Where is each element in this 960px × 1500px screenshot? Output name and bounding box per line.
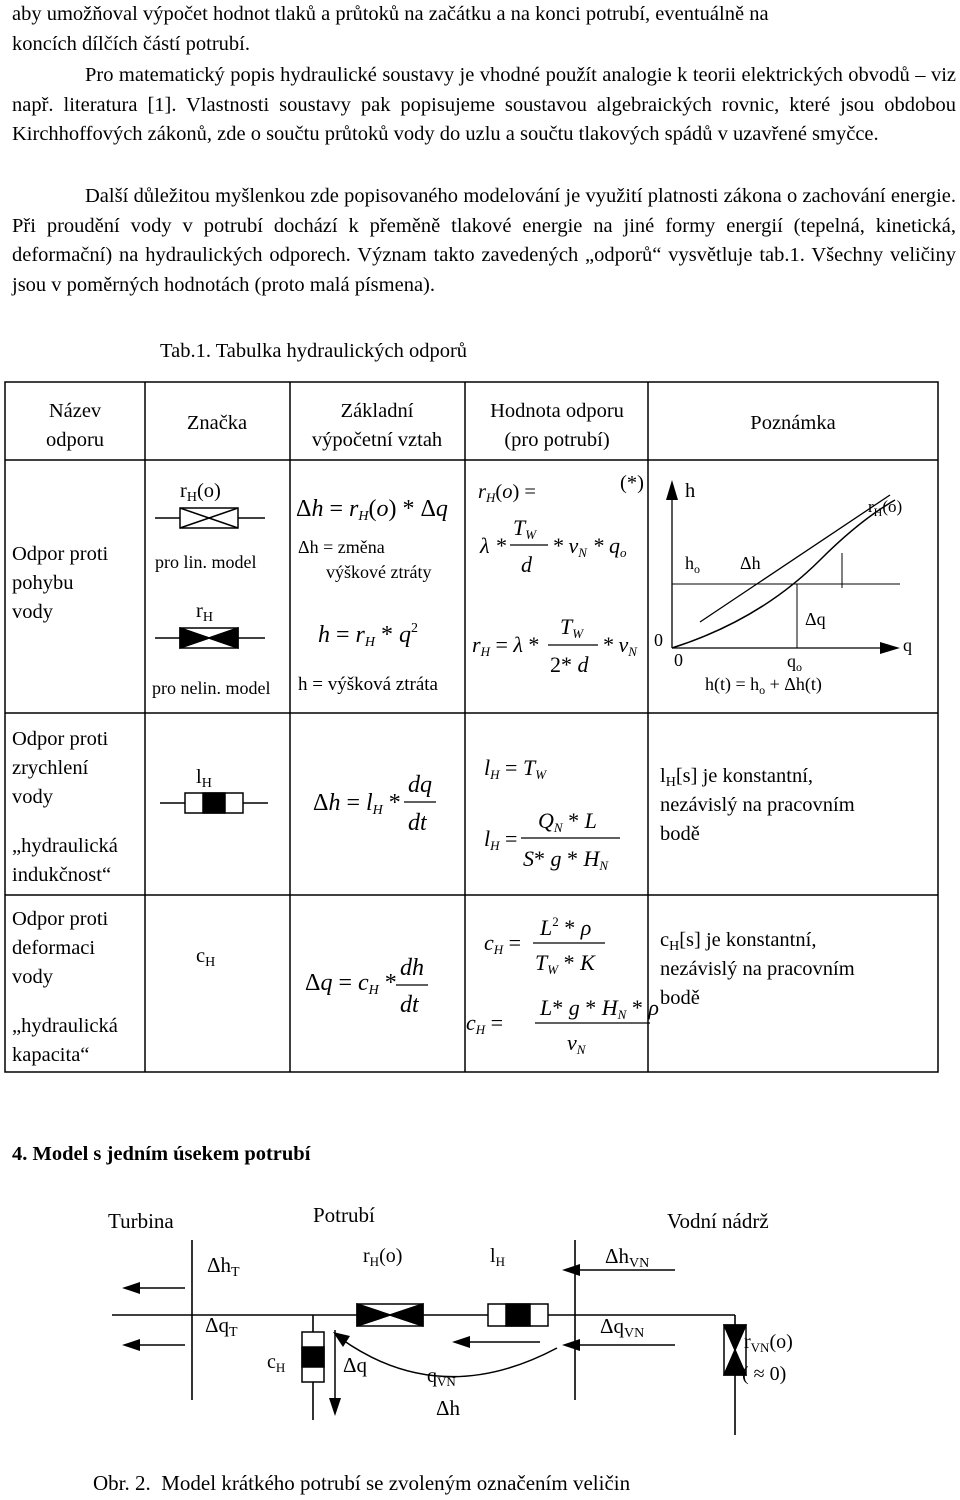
intro-paragraph-2: Pro matematický popis hydraulické soustavy je vhodné použít analogie k teorii elektrických obvodů – viz např. literatura [1]. Vlastnosti soustavy pak popisujeme soustavou algebraických rovnic, které jsou obdobou Kirchhoffových zákonů, zde o součtu průtoků vody do uzlu a součtu tlakových spádů v uzavřené smyčce.	[12, 64, 956, 145]
svg-text:lH =: lH =	[484, 826, 518, 853]
header-formula-line1: Základní	[340, 400, 414, 422]
figure-cH: $c_H$	[267, 1351, 286, 1375]
row2-name-line4: „hydraulická	[12, 835, 118, 857]
header-formula-line2: výpočetní vztah	[311, 429, 443, 451]
header-name-line2: odporu	[45, 429, 105, 451]
svg-text:cH =: cH =	[484, 930, 522, 957]
table-caption: Tab.1. Tabulka hydraulických odporů	[160, 340, 468, 362]
row1-eq1-note1: Δh = změna	[298, 537, 385, 557]
row1-symbol-bottom-label: pro nelin. model	[152, 678, 271, 698]
inductance-icon	[160, 793, 268, 813]
dqVN-arrow-icon	[562, 1339, 675, 1351]
header-value-line2: (pro potrubí)	[504, 429, 610, 451]
row2-name-line1: Odpor proti	[12, 728, 109, 750]
row3-name-line4: „hydraulická	[12, 1015, 118, 1037]
figure-nadrz: Vodní nádrž	[667, 1209, 769, 1233]
row3-note-line3: bodě	[660, 987, 700, 1009]
row1-val1-mark: (*)	[620, 472, 644, 494]
figure-lH: $l_H$	[490, 1245, 505, 1269]
svg-text:λ *: λ *	[480, 533, 507, 558]
row2-name-line5: indukčnost“	[12, 864, 112, 886]
row3-eq	[305, 955, 428, 1018]
figure-turbina: Turbina	[108, 1209, 174, 1233]
row2-name-line2: zrychlení	[12, 757, 89, 779]
svg-text:Δh = lH *: Δh = lH *	[313, 790, 401, 818]
resistor-cross-icon	[155, 508, 265, 528]
svg-text:L* g * HN * ρ: L* g * HN * ρ	[540, 995, 659, 1022]
row1-val1	[479, 515, 627, 577]
figure-rHo: $r_H(o)$	[363, 1245, 403, 1269]
pipe-model-figure	[0, 1190, 960, 1500]
row1-name-line1: Odpor proti	[12, 543, 109, 565]
row1-eq2: h = rH * $q^2$	[318, 621, 419, 650]
row3-symbol: cH	[196, 945, 216, 970]
header-symbol: Značka	[186, 412, 248, 434]
intro-p1-line2: koncích dílčích částí potrubí.	[12, 32, 250, 55]
row1-val2	[472, 614, 638, 677]
dhT-arrow-icon	[122, 1282, 185, 1294]
row1-symbol-bottom: rH	[196, 600, 213, 625]
row2-note-line1: lH[s] je konstantní,	[660, 765, 814, 790]
intro-p1-line1: aby umožňoval výpočet hodnot tlaků a průtoků na začátku a na konci potrubí, eventuálně na	[12, 3, 769, 25]
row2-eq	[313, 772, 436, 836]
svg-text:cH =: cH =	[466, 1010, 504, 1037]
row1-symbol-top: rH(o)	[180, 480, 221, 505]
row1-eq1: Δh = rH(o) * Δq	[296, 496, 448, 524]
svg-text:TW * K: TW * K	[535, 950, 595, 977]
row3-val	[466, 914, 659, 1057]
figure-dh: Δh	[436, 1396, 461, 1420]
svg-text:TW: TW	[560, 614, 584, 641]
row3-name-line1: Odpor proti	[12, 908, 109, 930]
header-value-line1: Hodnota odporu	[490, 400, 624, 422]
row1-name-line3: vody	[12, 601, 53, 623]
graph-caption: $h(t) = h_o + \Delta h(t)$	[705, 674, 822, 697]
row1-eq1-note2: výškové ztráty	[326, 562, 432, 582]
header-note: Poznámka	[750, 412, 836, 434]
figure-caption: Obr. 2. Model krátkého potrubí se zvoleným označením veličin	[93, 1471, 631, 1495]
dqT-arrow-icon	[122, 1339, 185, 1351]
svg-text:rH = λ *: rH = λ *	[472, 632, 540, 659]
svg-text:d: d	[521, 552, 532, 577]
inductor-icon	[488, 1304, 548, 1326]
row2-note-line2: nezávislý na pracovním	[660, 794, 855, 816]
row1-characteristic-graph	[654, 480, 912, 697]
graph-ho: $h_o$	[685, 553, 700, 576]
svg-text:QN * L: QN * L	[538, 808, 597, 835]
row1-eq2-note: h = výšková ztráta	[298, 674, 438, 695]
row2-symbol: lH	[196, 766, 212, 791]
graph-q: q	[903, 635, 912, 655]
row2-name-line3: vody	[12, 786, 53, 808]
graph-zero-x: 0	[674, 650, 683, 670]
svg-text:2* d: 2* d	[550, 652, 589, 677]
figure-rVN: $r_{VN}(o)$	[744, 1331, 793, 1355]
graph-dq: Δq	[805, 609, 826, 629]
svg-text:dh: dh	[400, 955, 424, 981]
section-heading: 4. Model s jedním úsekem potrubí	[12, 1143, 311, 1165]
figure-dq: Δq	[343, 1353, 368, 1377]
svg-text:Δq = cH *: Δq = cH *	[305, 970, 397, 998]
svg-text:dt: dt	[400, 992, 419, 1018]
graph-curve-label: $r_H(o)$	[868, 497, 903, 519]
row2-val	[484, 755, 620, 873]
graph-qo: $q_o$	[787, 651, 802, 674]
figure-qVN: $q_{VN}$	[427, 1365, 456, 1389]
svg-text:S* g * HN: S* g * HN	[523, 846, 609, 873]
svg-text:dq: dq	[408, 772, 432, 798]
figure-dqVN: ΔqVN	[600, 1314, 645, 1341]
svg-text:L2 * ρ: $L^2$ * ρ	[540, 914, 592, 940]
resistor-cross-filled-icon	[155, 628, 265, 648]
svg-text:TW: TW	[513, 515, 537, 542]
graph-dh: Δh	[740, 553, 761, 573]
row1-name-line2: pohybu	[12, 572, 74, 594]
row3-name-line2: deformaci	[12, 937, 96, 959]
svg-text:lH = TW: lH = TW	[484, 755, 547, 782]
svg-text:* vN * qo: * vN * qo	[552, 533, 627, 560]
row3-note-line2: nezávislý na pracovním	[660, 958, 855, 980]
figure-dhVN: ΔhVN	[605, 1244, 650, 1271]
resistor-icon	[357, 1304, 423, 1326]
row1-val1-head: rH(o) =	[478, 481, 536, 505]
figure-dqT: ΔqT	[205, 1313, 238, 1340]
capacitor-icon	[302, 1332, 324, 1382]
row1-symbol-top-label: pro lin. model	[155, 552, 257, 572]
row3-note-line1: cH[s] je konstantní,	[660, 929, 817, 954]
graph-y-label: h	[685, 480, 696, 502]
qVN-arrow-icon	[452, 1336, 540, 1348]
header-name-line1: Název	[48, 400, 102, 422]
graph-zero-y: 0	[654, 630, 663, 650]
figure-potrubi: Potrubí	[313, 1203, 375, 1227]
svg-text:dt: dt	[408, 810, 427, 836]
row3-name-line5: kapacita“	[12, 1044, 90, 1066]
svg-text:* vN: * vN	[602, 632, 637, 659]
row2-note-line3: bodě	[660, 823, 700, 845]
dq-arrow-icon	[329, 1330, 341, 1416]
figure-approx: ( ≈ 0)	[742, 1363, 787, 1385]
intro-paragraph-3: Další důležitou myšlenkou zde popisovaného modelování je využití platnosti zákona o zachování energie. Při proudění vody v potrubí dochází k přeměně tlakové energie na jiné formy energií (tepelná, kinetická, deformační) na hydraulických odporech. Význam takto zavedených „odporů“ vysvětluje tab.1. Všechny veličiny jsou v poměrných hodnotách (proto malá písmena).	[12, 185, 956, 296]
svg-text:vN: vN	[567, 1030, 586, 1057]
row3-name-line3: vody	[12, 966, 53, 988]
figure-dhT: ΔhT	[207, 1253, 240, 1280]
